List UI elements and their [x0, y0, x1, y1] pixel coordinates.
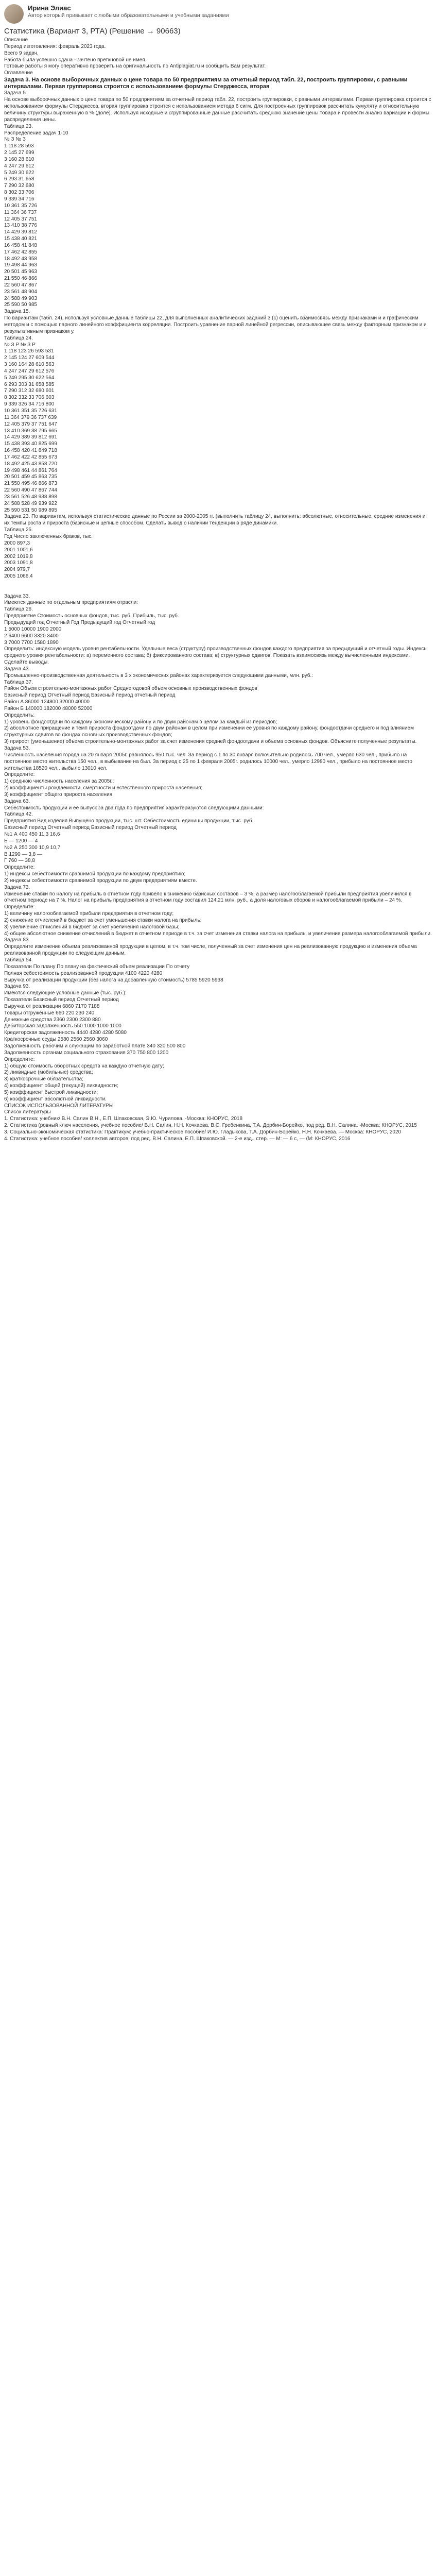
text-line: 2001 1001,6 — [4, 547, 33, 553]
text-line: 17 462 42 855 — [4, 249, 37, 255]
text-line: 22 560 490 47 867 744 — [4, 487, 57, 494]
text-line: 10 361 35 726 — [4, 202, 37, 209]
text-line: Задача 53. — [4, 745, 30, 751]
text-line: 2) ликвидные (мобильные) средства; — [4, 1070, 93, 1076]
text-line: 25 590 531 50 989 895 — [4, 507, 57, 513]
text-line: Краткосрочные ссуды 2580 2560 2560 3060 — [4, 1037, 108, 1043]
document-page — [0, 0, 436, 1148]
text-line: Оглавление — [4, 70, 33, 76]
text-line: 1 5000 10000 1900 2000 — [4, 626, 62, 632]
text-line: 13 410 369 38 795 665 — [4, 428, 57, 434]
text-line: Численность населения города на 20 января 2005г. равнялось 950 тыс. чел. За период с 1 по 30 января включительно родилось 700 чел., умерло 630 чел., прибыло на постоянное место жительства 150 чел., в выбывание на был. За период с 25 по 1 февраля 2005г. родилось 10000 чел., умерло 12980 чел., прибыло на постоянное место жительства 18520 чел., выбыло 13010 чел. — [4, 752, 414, 771]
author-header — [4, 4, 432, 24]
text-line: 2005 1066,4 — [4, 573, 33, 580]
avatar[interactable] — [4, 4, 24, 24]
text-line: 2002 1019,8 — [4, 553, 33, 560]
text-line: Таблица 37. — [4, 679, 33, 685]
text-line: 6 293 303 31 658 585 — [4, 381, 55, 387]
text-line — [4, 587, 432, 594]
text-line: 23 561 526 48 938 898 — [4, 494, 57, 500]
text-line: 2) индексы себестоимости сравнимой продукции по двум предприятиям вместе. — [4, 877, 197, 884]
text-line: Определите изменение объема реализованной продукции в целом, в т.ч. том числе, полученный за счет изменения цен на реализованную продукцию и изменения объема реализованной продукции по следующим данным. — [4, 944, 418, 957]
text-line: 15 438 40 821 — [4, 236, 37, 242]
text-line: Г 760 — 38,8 — [4, 858, 35, 864]
text-line: 23 561 48 904 — [4, 289, 37, 295]
text-line: Задача 63. — [4, 798, 30, 804]
text-line: 18 492 43 958 — [4, 256, 37, 262]
author-name[interactable]: Ирина Элиас — [28, 4, 71, 12]
text-line: 2003 1091,8 — [4, 560, 33, 566]
text-line: 1) величину налогооблагаемой прибыли предприятия в отчетном году; — [4, 911, 174, 917]
text-line: 2. Статистика (ровный ключ населения, учебное пособие/ В.Н. Салин, Н.Н. Кочкаева, В.С. Гребенкина, Т.А. Дорбин-Борейко, под ред. В.Н. Салина. -Москва: КНОРУС, 2015 — [4, 1123, 417, 1129]
text-line: 12 405 379 37 751 647 — [4, 421, 57, 427]
text-line: Определить: индексную модель уровня рентабельности. Удельные веса (структуру) производственных фондов каждого предприятия за предыдущий и отчетный годы. Индексы среднего уровня рентабельности: а) переменного состава; б) фиксированного состава; в) структурных сдвигов. Показать взаимосвязь между вычисленными индексами. Сделайте выводы. — [4, 646, 429, 666]
text-line: 1. Статистика: учебник/ В.Н. Салин В.Н., Е.П. Шпаковская, Э.Ю. Чурилова. -Москва: КНОРУС, 2018 — [4, 1116, 243, 1122]
text-line: Предприятие Стоимость основных фондов, тыс. руб. Прибыль, тыс. руб. — [4, 613, 179, 619]
text-line: 4 247 247 29 612 576 — [4, 368, 55, 374]
text-line: 4) коэффициент общей (текущей) ликвидности; — [4, 1083, 118, 1089]
text-line: 7 290 312 32 680 601 — [4, 388, 55, 394]
text-line: Предыдущий год Отчетный Год Предыдущий год Отчетный год — [4, 619, 155, 625]
text-line: 1 118 123 26 593 531 — [4, 348, 54, 354]
text-line: Таблица 25. — [4, 527, 33, 533]
text-line: Район А 86000 124800 32000 40000 — [4, 699, 90, 705]
text-line: 7 290 32 680 — [4, 183, 34, 189]
text-line: 17 462 422 42 855 673 — [4, 454, 57, 460]
text-line — [4, 580, 432, 587]
text-line: Определите: — [4, 865, 35, 871]
text-line: Таблица 42. — [4, 811, 33, 818]
text-line: 4. Статистика: учебное пособие/ коллектив авторов; под ред. В.Н. Салина, Е.П. Шпаковской. — 2-е изд., стер. — М: — 6 с, — (М: КНОРУС, 2016 — [4, 1136, 351, 1142]
text-line: Период изготовления: февраль 2023 года. — [4, 43, 106, 49]
text-line: Задолженность органам социального страхования 370 750 800 1200 — [4, 1049, 169, 1056]
text-line: 8 302 332 33 706 603 — [4, 395, 55, 401]
text-line: 4 247 29 612 — [4, 163, 34, 169]
text-line: Таблица 26. — [4, 606, 33, 613]
text-line: Базисный период Отчетный период Базисный период отчетный период — [4, 692, 176, 699]
text-line: Денежные средства 2360 2300 2300 880 — [4, 1016, 101, 1023]
text-line: 6) коэффициент абсолютной ликвидности. — [4, 1096, 107, 1102]
text-line: 2 145 124 27 609 544 — [4, 355, 55, 361]
text-line: 14 429 39 812 — [4, 229, 37, 235]
text-line: Б — 1200 — 4 — [4, 838, 38, 844]
text-line: Распределение задач 1-10 — [4, 130, 68, 136]
text-line: Промышленно-производственная деятельность в 3 х экономических районах характеризуется следующими данными, млн. руб.: — [4, 672, 313, 679]
text-line: 18 492 425 43 858 720 — [4, 461, 57, 467]
text-line: В 1290 — 3,8 — — [4, 851, 42, 857]
text-line: Имеются данные по отдельным предприятиям отрасли: — [4, 600, 138, 606]
text-line: 12 405 37 751 — [4, 216, 37, 222]
text-line: 1) среднюю численность населения за 2005г.; — [4, 778, 114, 785]
text-line: 16 458 420 41 849 718 — [4, 448, 57, 454]
text-line: 4) общее абсолютное снижение отчислений в бюджет в отчетном периоде в т.ч. за счет изменения ставки налога на прибыль, и увеличения размера налогооблагаемой прибыли. — [4, 930, 432, 937]
text-line: Предприятия Вид изделия Выпущено продукции, тыс. шт. Себестоимость единицы продукции, тыс. руб. — [4, 818, 254, 824]
text-line: 21 550 46 866 — [4, 276, 37, 282]
text-line: 3 7000 7700 1580 1890 — [4, 639, 59, 646]
text-line: 1) общую стоимость оборотных средств на каждую отчетную дату; — [4, 1063, 164, 1069]
text-line: Базисный период Отчетный период Базисный период Отчетный период — [4, 825, 177, 831]
text-line: 1) индексы себестоимости сравнимой продукции по каждому предприятию; — [4, 871, 186, 877]
text-line: 3) прирост (уменьшение) объема строительно-монтажных работ за счет изменения средней фондоотдачи и объема основных фондов. Объясните полученные результаты. — [4, 739, 417, 745]
text-line: 3) увеличение отчислений в бюджет за счет увеличения налоговой базы; — [4, 924, 180, 930]
text-line: №1 А 400 450 11,3 16,6 — [4, 831, 60, 837]
text-line: Задача 33. — [4, 593, 30, 599]
text-line: Изменение ставки по налогу на прибыль в отчетном году привело к снижению базисных составов – 3 %, а размер налогооблагаемой прибыли предприятия увеличился в отчетном периоде на 7 %. Налог на прибыль предприятия в отчетном году составил 124,21 млн. руб., а доля налоговых сборов и налогооблагаемой прибыли – 24 %. — [4, 891, 413, 904]
text-line: Район Объем строительно-монтажных работ Среднегодовой объем основных производственных фондов — [4, 686, 257, 692]
text-line: Задача 15. — [4, 309, 30, 315]
text-line: 19 498 461 44 861 764 — [4, 467, 57, 473]
text-line: Полная себестоимость реализованной продукции 4100 4220 4280 — [4, 970, 163, 976]
text-line: 22 560 47 867 — [4, 282, 37, 288]
text-line: 3) краткосрочные обязательства; — [4, 1076, 84, 1082]
text-line: 1 118 28 593 — [4, 143, 34, 149]
text-line: 2 6400 6600 3320 3400 — [4, 633, 59, 639]
text-line: 15 438 393 40 825 699 — [4, 441, 57, 447]
text-line: № З Р № З Р — [4, 342, 36, 348]
document-body — [4, 37, 432, 1143]
text-line: Определите: — [4, 904, 35, 910]
text-line: 6 293 31 658 — [4, 176, 34, 182]
text-line: 3 160 164 28 610 563 — [4, 362, 55, 368]
text-line: 2 145 27 699 — [4, 150, 34, 156]
text-line: На основе выборочных данных о цене товара по 50 предприятиям за отчетный период табл. 22, построить группировки, с равными интервалами. Первая группировка строится с использованием формулы Стерджесса, вторая группировка строится с использованием метода 6 сигм. Для построенных группировок рассчитать кумуляту и относительную величину структуры выраженную в % (доле). Используя исходные и сгруппированные данные рассчитать среднюю значение цены товара и провести анализ вариации и формы распределения цены. — [4, 97, 433, 123]
text-line: 5) коэффициент быстрой ликвидности; — [4, 1089, 98, 1095]
text-line: Задача 83. — [4, 937, 30, 943]
text-line: Задача 93. — [4, 984, 30, 990]
text-line: 2) абсолютное приращение и темп прироста фондоотдачи по двум районам в целом при изменении ее уровня по каждому району, фондоотдачи среднего и под влиянием структурных сдвигов во фондах основных производственных фондов; — [4, 725, 415, 738]
text-line: 10 361 351 35 726 631 — [4, 408, 57, 414]
text-line: Работа была успешно сдана - зачтено преткновой не имея. — [4, 57, 147, 63]
text-line: Определите: — [4, 772, 35, 778]
text-line: Таблица 54. — [4, 957, 33, 963]
text-line: Определите: — [4, 1056, 35, 1062]
text-line: Таблица 23. — [4, 123, 33, 129]
text-line: Дебиторская задолженность 550 1000 1000 1000 — [4, 1023, 121, 1029]
text-line: Готовые работы я могу оперативно проверить на оригинальность по Antiplagiat.ru и сообщить Вам результат. — [4, 63, 266, 70]
text-line: Всего 9 задач. — [4, 50, 39, 56]
text-line: Показатели По плану По плану на фактический объем реализации По отчету — [4, 963, 190, 970]
text-line: 3 160 28 610 — [4, 156, 34, 162]
text-line: 2000 897,3 — [4, 540, 30, 546]
text-line: 11 364 36 737 — [4, 209, 37, 215]
text-line: Товары отгруженные 660 220 230 240 — [4, 1010, 95, 1016]
text-line: 24 588 528 49 939 922 — [4, 500, 57, 506]
text-line: 3) коэффициент общего прироста населения. — [4, 791, 114, 798]
text-line: 5 249 30 622 — [4, 170, 34, 176]
text-line: Выручка от реализации 6860 7170 7188 — [4, 1003, 100, 1009]
text-line: Описание — [4, 37, 28, 43]
task-heading: Задача 3. На основе выборочных данных о цене товара по 50 предприятиям за отчетный период табл. 22, построить группировки, с равными интервалами. Первая группировка строится с использованием формулы Стерджесса, вторая — [4, 77, 409, 90]
text-line: Кредиторская задолженность 4440 4280 4280 5080 — [4, 1030, 127, 1036]
text-line: Таблица 24. — [4, 335, 33, 341]
text-line: 8 302 33 706 — [4, 190, 34, 196]
text-line: Задача 5 — [4, 90, 26, 96]
text-line: Имеются следующие условные данные (тыс. руб.): — [4, 990, 127, 996]
text-line: 25 590 50 985 — [4, 302, 37, 308]
text-line: 16 458 41 848 — [4, 242, 37, 248]
text-line: № З № З — [4, 137, 26, 143]
text-line: 3. Социально-экономическая статистика: Практикум: учебно-практическое пособие/ И.Ю. Гладыкова, Т.А. Дорбин-Борейко, Н.Н. Кочкаева. — Москва: КНОРУС, 2020 — [4, 1129, 402, 1135]
text-line: 24 588 49 903 — [4, 295, 37, 301]
text-line: Себестоимость продукции и ее выпуск за два года по предприятия характеризуются следующими данными: — [4, 805, 264, 811]
text-line: 2) снижение отчислений в бюджет за счет уменьшения ставки налога на прибыль; — [4, 917, 202, 923]
author-bio: Автор который привыкает с любыми образовательными и учебными заданиями — [28, 12, 229, 19]
text-line: 21 550 495 46 866 873 — [4, 481, 57, 487]
text-line: Год Число заключенных браков, тыс. — [4, 534, 93, 539]
text-line: По вариантам (табл. 24), используя условные данные таблицы 22, для выполненных аналитических заданий 3 (с) оценить взаимосвязь между признаками и и графическим методом и с помощью парного линейного коэффициента корреляции. Построить уравнение парной линейной регрессии, описывающее связь между факторным признаком и и результативным признаком у. — [4, 315, 428, 334]
text-line: 13 410 38 776 — [4, 223, 37, 229]
text-line: 2) коэффициенты рождаемости, смертности и естественного прироста населения; — [4, 785, 203, 791]
text-line: Задача 23. По вариантам, используя статистические данные по России за 2000-2005 гг. (выполнить таблицу 24, выполнить: абсолютные, относительные, средние изменения и их темпы роста и прироста (базисные и цепные способом. Сделать вывод о наличии тенденции в ряде динамики. — [4, 514, 427, 527]
text-line: Задача 43. — [4, 666, 30, 672]
text-line: 9 339 34 716 — [4, 196, 34, 202]
text-line: Задача 73. — [4, 884, 30, 890]
text-line: Определить: — [4, 712, 35, 718]
text-line: СПИСОК ИСПОЛЬЗОВАННОЙ ЛИТЕРАТУРЫ — [4, 1103, 114, 1109]
text-line: Список литературы — [4, 1109, 51, 1115]
text-line: №2 А 250 300 10,9 10,7 — [4, 844, 61, 851]
page-title: Статистика (Вариант 3, РТА) (Решение → 90663) — [4, 27, 181, 36]
text-line: 2004 979,7 — [4, 567, 30, 573]
text-line: 11 364 379 36 737 639 — [4, 414, 57, 420]
text-line: 5 249 295 30 622 564 — [4, 375, 55, 381]
text-line: Выручка от реализации продукции (без налога на добавленную стоимость) 5785 5920 5938 — [4, 977, 223, 983]
text-line: 20 501 45 963 — [4, 269, 37, 275]
text-line: 9 339 326 34 716 800 — [4, 401, 55, 408]
text-line: Показатели Базисный период Отчетный период — [4, 997, 119, 1003]
text-line: Задолженность рабочим и служащим по заработной плате 340 320 500 800 — [4, 1043, 186, 1049]
text-line: 19 498 44 963 — [4, 262, 37, 268]
text-line: 1) уровень фондоотдачи по каждому экономическому району и по двум районам в целом за каждый из периодов; — [4, 719, 277, 725]
text-line: 20 501 459 45 863 735 — [4, 474, 57, 480]
text-line: 14 429 389 39 812 691 — [4, 434, 57, 440]
text-line: Район Б 140000 182000 48000 52000 — [4, 705, 93, 711]
author-info — [28, 4, 229, 19]
